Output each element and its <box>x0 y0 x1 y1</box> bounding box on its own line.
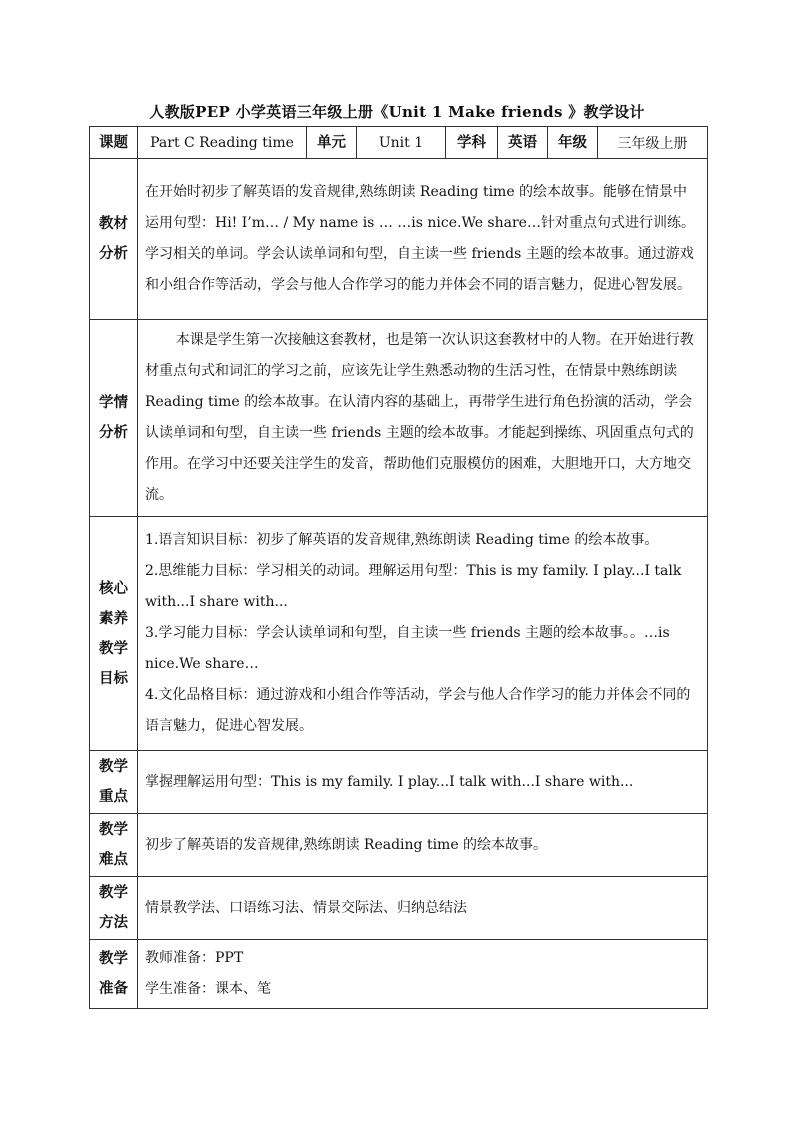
grade-label: 年级 <box>548 127 598 159</box>
lesson-plan-table <box>89 126 708 1009</box>
preparation-label-line-1: 教学 <box>99 950 128 967</box>
key-points-text: 掌握理解运用句型：This is my family. I play...I talk with...I share with... <box>138 751 708 814</box>
goals-text <box>138 517 708 751</box>
methods-row <box>90 877 708 940</box>
goals-label-line-4: 目标 <box>99 669 128 687</box>
goals-label-line-2: 素养 <box>99 609 128 627</box>
goals-label <box>90 517 138 751</box>
methods-label-line-1: 教学 <box>99 884 128 901</box>
learner-text: 本课是学生第一次接触这套教材，也是第一次认识这套教材中的人物。在开始进行教材重点句式和词汇的学习之前，应该先让学生熟悉动物的生活习性，在情景中熟练朗读 Reading time 的绘本故事。在认清内容的基础上，再带学生进行角色扮演的活动，学会认读单词和句型，自主读一些 friends 主题的绘本故事。才能起到操练、巩固重点句式的作用。在学习中还要关注学生的发音，帮助他们克服模仿的困难，大胆地开口，大方地交流。 <box>138 320 708 517</box>
preparation-label-line-2: 准备 <box>99 980 128 997</box>
difficulties-text: 初步了解英语的发音规律,熟练朗读 Reading time 的绘本故事。 <box>138 814 708 877</box>
learner-row <box>90 320 708 517</box>
preparation-row <box>90 940 708 1009</box>
teacher-preparation: 教师准备：PPT <box>145 950 244 966</box>
learner-label-line-1: 学情 <box>99 394 128 411</box>
material-label <box>90 159 138 320</box>
subject-label: 学科 <box>446 127 498 159</box>
material-row <box>90 159 708 320</box>
learner-label <box>90 320 138 517</box>
key-points-label-line-2: 重点 <box>99 788 128 805</box>
methods-text: 情景教学法、口语练习法、情景交际法、归纳总结法 <box>138 877 708 940</box>
topic-value: Part C Reading time <box>138 127 307 159</box>
grade-value: 三年级上册 <box>598 127 708 159</box>
difficulties-label-line-2: 难点 <box>99 851 128 868</box>
methods-label <box>90 877 138 940</box>
preparation-text <box>138 940 708 1009</box>
goals-label-line-3: 教学 <box>99 639 128 657</box>
difficulties-row <box>90 814 708 877</box>
unit-label: 单元 <box>307 127 357 159</box>
goal-item: 1.语言知识目标：初步了解英语的发音规律,熟练朗读 Reading time 的绘本故事。 <box>145 532 659 548</box>
material-label-line-1: 教材 <box>99 215 128 232</box>
preparation-label <box>90 940 138 1009</box>
page-title: 人教版PEP 小学英语三年级上册《Unit 1 Make friends 》教学设计 <box>149 103 645 121</box>
goal-item: 3.学习能力目标：学会认读单词和句型，自主读一些 friends 主题的绘本故事。。…is nice.We share… <box>145 625 670 672</box>
material-text: 在开始时初步了解英语的发音规律,熟练朗读 Reading time 的绘本故事。能够在情景中运用句型：Hi! I’m… / My name is … …is nice.We share…针对重点句式进行训练。学习相关的单词。学会认读单词和句型，自主读一些 friends 主题的绘本故事。通过游戏和小组合作等活动，学会与他人合作学习的能力并体会不同的语言魅力，促进心智发展。 <box>138 159 708 320</box>
goals-label-line-1: 核心 <box>99 579 128 597</box>
goal-item: 4.文化品格目标：通过游戏和小组合作等活动，学会与他人合作学习的能力并体会不同的语言魅力，促进心智发展。 <box>145 687 691 734</box>
key-points-label-line-1: 教学 <box>99 758 128 775</box>
material-label-line-2: 分析 <box>99 245 128 262</box>
key-points-label <box>90 751 138 814</box>
header-row <box>90 127 708 159</box>
difficulties-label-line-1: 教学 <box>99 821 128 838</box>
key-points-row <box>90 751 708 814</box>
topic-label: 课题 <box>90 127 138 159</box>
goals-row <box>90 517 708 751</box>
student-preparation: 学生准备：课本、笔 <box>145 981 271 997</box>
methods-label-line-2: 方法 <box>99 914 128 931</box>
unit-value: Unit 1 <box>357 127 446 159</box>
goal-item: 2.思维能力目标：学习相关的动词。理解运用句型：This is my family. I play...I talk with...I share with... <box>145 563 682 610</box>
subject-value: 英语 <box>498 127 548 159</box>
learner-label-line-2: 分析 <box>99 424 128 441</box>
difficulties-label <box>90 814 138 877</box>
